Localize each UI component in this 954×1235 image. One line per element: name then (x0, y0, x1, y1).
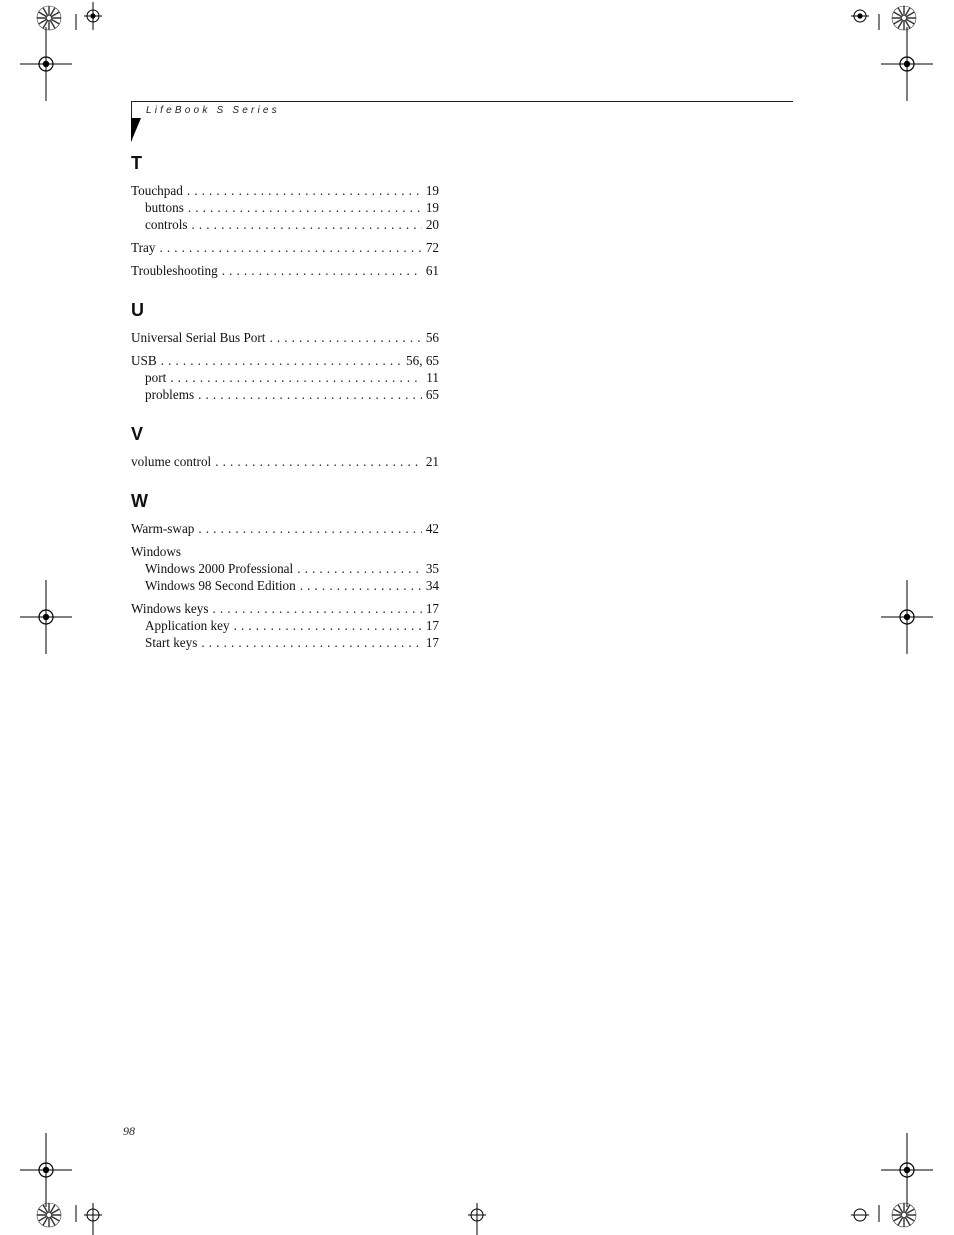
index-subentry (131, 617, 439, 634)
star-target-icon (37, 6, 61, 30)
index-list (131, 152, 439, 671)
entry-page-reference: 56 (425, 330, 439, 345)
index-subentry (131, 634, 439, 651)
entry-page-reference: 42 (425, 521, 439, 536)
index-subentry (131, 577, 439, 594)
entry-term: Troubleshooting (131, 263, 218, 278)
entry-term: controls (145, 217, 188, 232)
entry-page-reference: 34 (425, 578, 439, 593)
entry-term: Windows 2000 Professional (145, 561, 294, 576)
dot-leader (159, 239, 421, 256)
entry-term: Touchpad (131, 183, 183, 198)
header-wedge (131, 118, 141, 142)
entry-page-reference: 11 (426, 370, 439, 385)
index-entry (131, 182, 439, 199)
dot-leader (213, 600, 422, 617)
dot-leader (198, 386, 422, 403)
dot-leader (201, 634, 421, 651)
star-target-icon (892, 6, 916, 30)
entry-page-reference: 17 (425, 635, 439, 650)
index-section-t (131, 152, 439, 279)
registration-mark-icon (468, 1203, 486, 1235)
index-section-u (131, 299, 439, 403)
crop-mark-icon (20, 580, 72, 654)
star-target-icon (892, 1203, 916, 1227)
star-target-icon (37, 1203, 61, 1227)
crop-mark-icon (20, 27, 72, 101)
entry-page-reference: 56, 65 (406, 353, 439, 368)
registration-mark-icon (851, 1205, 879, 1222)
entry-page-reference: 21 (425, 454, 439, 469)
index-entry (131, 543, 439, 560)
entry-page-reference: 72 (425, 240, 439, 255)
dot-leader (187, 182, 422, 199)
entry-term: USB (131, 353, 157, 368)
entry-page-reference: 65 (425, 387, 439, 402)
entry-term: Application key (145, 618, 230, 633)
entry-term: Universal Serial Bus Port (131, 330, 266, 345)
entry-term: Windows 98 Second Edition (145, 578, 296, 593)
index-subentry (131, 216, 439, 233)
crop-mark-icon (881, 580, 933, 654)
index-subentry (131, 386, 439, 403)
index-section-w (131, 490, 439, 651)
entry-page-reference: 19 (425, 200, 439, 215)
entry-page-reference: 17 (425, 618, 439, 633)
entry-term: Tray (131, 240, 156, 255)
entry-term: Warm-swap (131, 521, 195, 536)
entry-term: port (145, 370, 167, 385)
index-entry (131, 262, 439, 279)
index-subentry (131, 560, 439, 577)
index-subentry (131, 369, 439, 386)
entry-term: problems (145, 387, 195, 402)
index-subentry (131, 199, 439, 216)
header-rule (131, 101, 793, 102)
dot-leader (161, 352, 402, 369)
index-entry (131, 600, 439, 617)
entry-term: buttons (145, 200, 184, 215)
entry-term: Windows keys (131, 601, 209, 616)
entry-page-reference: 35 (425, 561, 439, 576)
registration-mark-icon (76, 2, 102, 30)
dot-leader (188, 199, 422, 216)
crop-mark-icon (20, 1133, 72, 1207)
index-entry (131, 453, 439, 470)
index-section-v (131, 423, 439, 470)
dot-leader (215, 453, 422, 470)
entry-term: Start keys (145, 635, 198, 650)
entry-term: Windows (131, 544, 182, 559)
running-header-title: LifeBook S Series (146, 105, 280, 116)
index-entry (131, 239, 439, 256)
section-letter: W (131, 491, 148, 511)
entry-page-reference: 20 (425, 217, 439, 232)
index-entry (131, 329, 439, 346)
dot-leader (192, 216, 422, 233)
section-letter: U (131, 300, 144, 320)
entry-term: volume control (131, 454, 212, 469)
dot-leader (234, 617, 422, 634)
dot-leader (170, 369, 422, 386)
dot-leader (269, 329, 421, 346)
dot-leader (222, 262, 422, 279)
entry-page-reference: 61 (425, 263, 439, 278)
entry-page-reference: 17 (425, 601, 439, 616)
section-letter: T (131, 153, 142, 173)
dot-leader (297, 560, 422, 577)
section-letter: V (131, 424, 144, 444)
index-entry (131, 352, 439, 369)
crop-mark-icon (881, 27, 933, 101)
page-number: 98 (123, 1124, 135, 1138)
crop-mark-icon (881, 1133, 933, 1207)
dot-leader (198, 520, 421, 537)
index-entry (131, 520, 439, 537)
registration-mark-icon (851, 10, 879, 30)
entry-page-reference: 19 (425, 183, 439, 198)
dot-leader (300, 577, 422, 594)
registration-mark-icon (76, 1203, 102, 1235)
